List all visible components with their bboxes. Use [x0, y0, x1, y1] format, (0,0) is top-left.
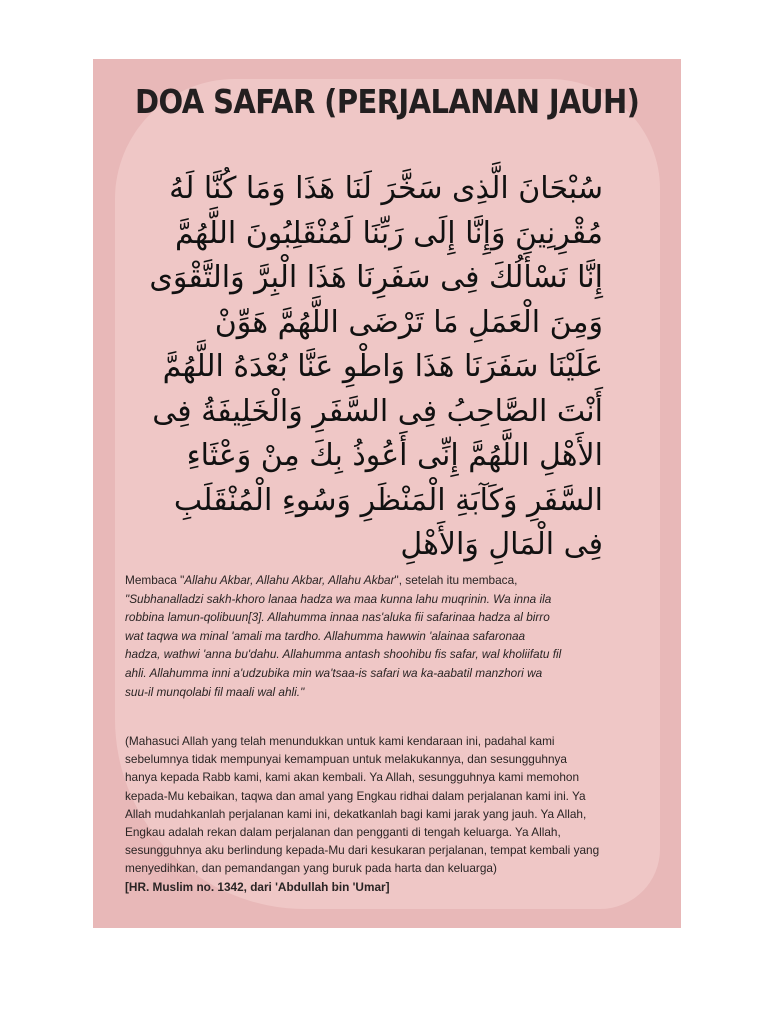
intro-lead: Membaca " — [125, 573, 185, 587]
translation-line: sebelumnya tidak mempunyai kemampuan untuk melakukannya, dan sesungguhnya — [125, 752, 567, 767]
translation-line: hanya kepada Rabb kami, kami akan kembali. Ya Allah, sesungguhnya kami memohon — [125, 770, 580, 785]
translation-line: Allah mudahkanlah perjalanan kami ini, dekatkanlah bagi kami jarak yang jauh. Ya Allah, — [125, 806, 587, 821]
translation-line: sesungguhnya aku berlindung kepada-Mu dari kesukaran perjalanan, tempat kembali yang — [125, 843, 600, 858]
translation-line: Engkau adalah rekan dalam perjalanan dan pengganti di tengah keluarga. Ya Allah, — [125, 825, 561, 840]
arabic-line: أَنْتَ الصَّاحِبُ فِى السَّفَرِ وَالْخَلِيفَةُ فِى — [152, 393, 603, 429]
page-title: DOA SAFAR (PERJALANAN JAUH) — [135, 83, 640, 122]
hadith-reference: [HR. Muslim no. 1342, dari 'Abdullah bin 'Umar] — [125, 879, 390, 894]
transliteration-line: robbina lamun-qolibuun[3]. Allahumma innaa nas'aluka fii safarinaa hadza al birro — [125, 610, 550, 625]
transliteration-paragraph — [125, 571, 660, 701]
translation-line: (Mahasuci Allah yang telah menundukkan untuk kami kendaraan ini, padahal kami — [125, 734, 555, 748]
arabic-prayer-text — [149, 167, 603, 568]
intro-after-takbir: ", setelah itu membaca, — [394, 573, 518, 587]
translation-line: menyedihkan, dan pemandangan yang buruk pada harta dan keluarga) — [125, 861, 497, 876]
arabic-line: الأَهْلِ اللَّهُمَّ إِنِّى أَعُوذُ بِكَ مِنْ وَعْثَاءِ — [186, 438, 603, 473]
transliteration-line: hadza, wathwi 'anna bu'dahu. Allahumma antash shoohibu fis safar, wal kholiifatu fil — [125, 647, 562, 662]
doa-card — [93, 59, 681, 928]
intro-line — [125, 571, 660, 590]
transliteration-line: ahli. Allahumma inni a'udzubika min wa'tsaa-is safari wa ka-aabatil manzhori wa — [125, 665, 543, 680]
transliteration-line: suu-il munqolabi fil maali wal ahli." — [125, 684, 305, 699]
arabic-line: فِى الْمَالِ وَالأَهْلِ — [400, 527, 603, 562]
arabic-line: عَلَيْنَا سَفَرَنَا هَذَا وَاطْوِ عَنَّا بُعْدَهُ اللَّهُمَّ — [162, 349, 603, 384]
translation-line: kepada-Mu kebaikan, taqwa dan amal yang Engkau ridhai dalam perjalanan kami ini. Ya — [125, 788, 586, 803]
arabic-line: وَمِنَ الْعَمَلِ مَا تَرْضَى اللَّهُمَّ هَوِّنْ — [214, 304, 603, 340]
translation-paragraph — [125, 732, 660, 896]
intro-takbir: Allahu Akbar, Allahu Akbar, Allahu Akbar — [184, 573, 395, 587]
card-content — [93, 59, 681, 928]
arabic-line: السَّفَرِ وَكَآبَةِ الْمَنْظَرِ وَسُوءِ الْمُنْقَلَبِ — [173, 482, 603, 518]
arabic-line: مُقْرِنِينَ وَإِنَّا إِلَى رَبِّنَا لَمُنْقَلِبُونَ اللَّهُمَّ — [175, 215, 603, 251]
transliteration-line: wat taqwa wa minal 'amali ma tardho. Allahumma hawwin 'alainaa safaronaa — [125, 628, 526, 643]
arabic-line: سُبْحَانَ الَّذِى سَخَّرَ لَنَا هَذَا وَمَا كُنَّا لَهُ — [169, 171, 603, 206]
arabic-line: إِنَّا نَسْأَلُكَ فِى سَفَرِنَا هَذَا الْبِرَّ وَالتَّقْوَى — [149, 260, 603, 295]
transliteration-line: "Subhanalladzi sakh-khoro lanaa hadza wa maa kunna lahu muqrinin. Wa inna ila — [125, 591, 552, 606]
